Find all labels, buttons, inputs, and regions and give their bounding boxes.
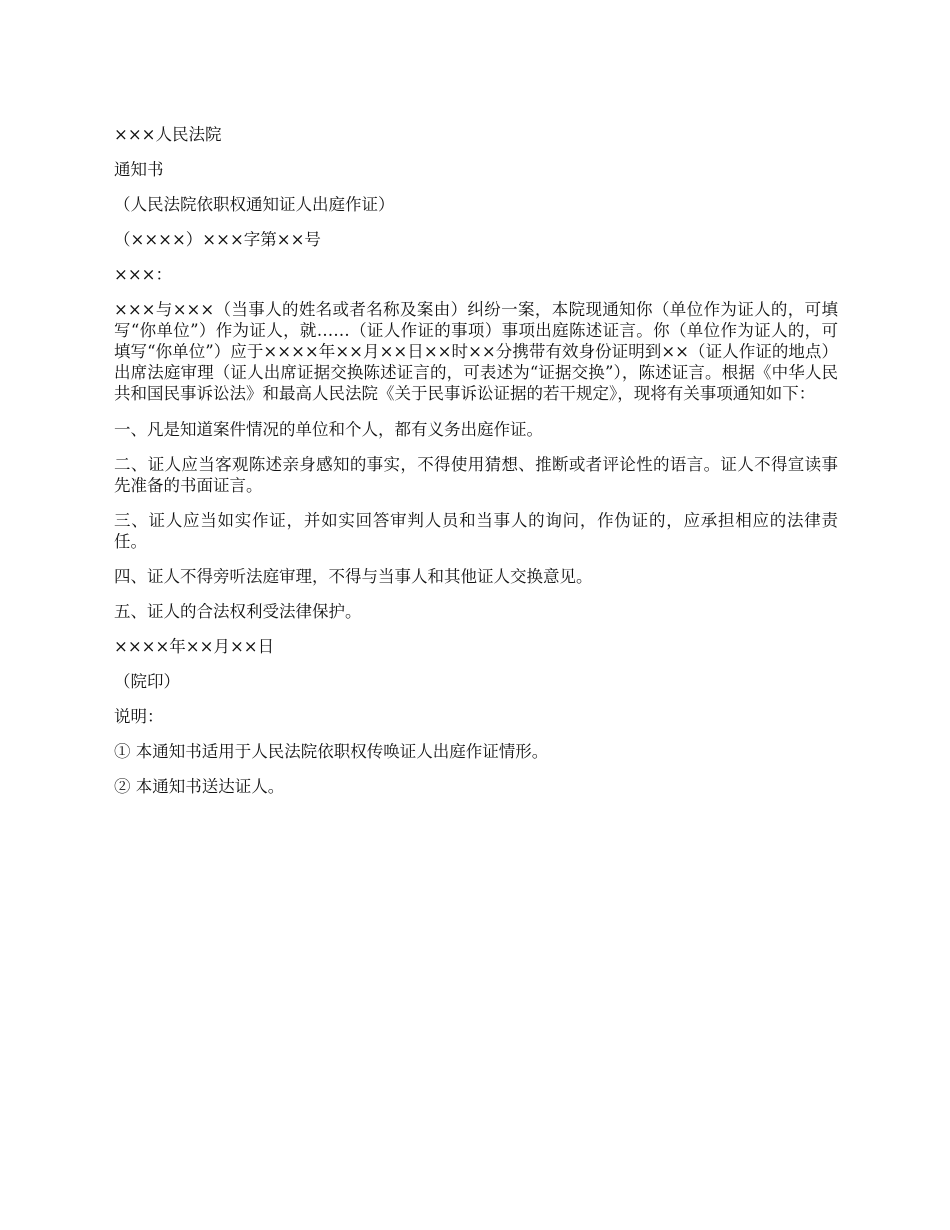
intro-paragraph: ×××与×××（当事人的姓名或者名称及案由）纠纷一案，本院现通知你（单位作为证人的，可填写“你单位”）作为证人，就……（证人作证的事项）事项出庭陈述证言。你（单位作为证人的，可填写“你单位”）应于××××年××月××日××时××分携带有效身份证明到××（证人作证的地点）出席法庭审理（证人出席证据交换陈述证言的，可表述为“证据交换”），陈述证言。根据《中华人民共和国民事诉讼法》和最高人民法院《关于民事诉讼证据的若干规定》，现将有关事项通知如下： [114, 300, 838, 403]
document-body [114, 124, 838, 811]
document-type: 通知书 [114, 160, 164, 179]
note-item: ① 本通知书适用于人民法院依职权传唤证人出庭作证情形。 [114, 742, 549, 761]
note-item: ② 本通知书送达证人。 [114, 777, 285, 796]
notes-heading: 说明： [114, 707, 164, 726]
court-seal: （院印） [114, 672, 180, 691]
notice-item: 四、证人不得旁听法庭审理，不得与当事人和其他证人交换意见。 [114, 567, 593, 586]
notice-item: 一、凡是知道案件情况的单位和个人，都有义务出庭作证。 [114, 420, 543, 439]
notice-item: 三、证人应当如实作证，并如实回答审判人员和当事人的询问，作伪证的，应承担相应的法律责任。 [114, 511, 838, 551]
notice-item: 五、证人的合法权利受法律保护。 [114, 602, 362, 621]
case-number: （××××）×××字第××号 [114, 230, 321, 249]
issue-date: ××××年××月××日 [114, 637, 275, 656]
court-name: ×××人民法院 [114, 125, 222, 144]
addressee: ×××： [114, 265, 172, 284]
document-subtitle: （人民法院依职权通知证人出庭作证） [114, 195, 395, 214]
notice-item: 二、证人应当客观陈述亲身感知的事实，不得使用猜想、推断或者评论性的语言。证人不得宣读事先准备的书面证言。 [114, 455, 838, 495]
